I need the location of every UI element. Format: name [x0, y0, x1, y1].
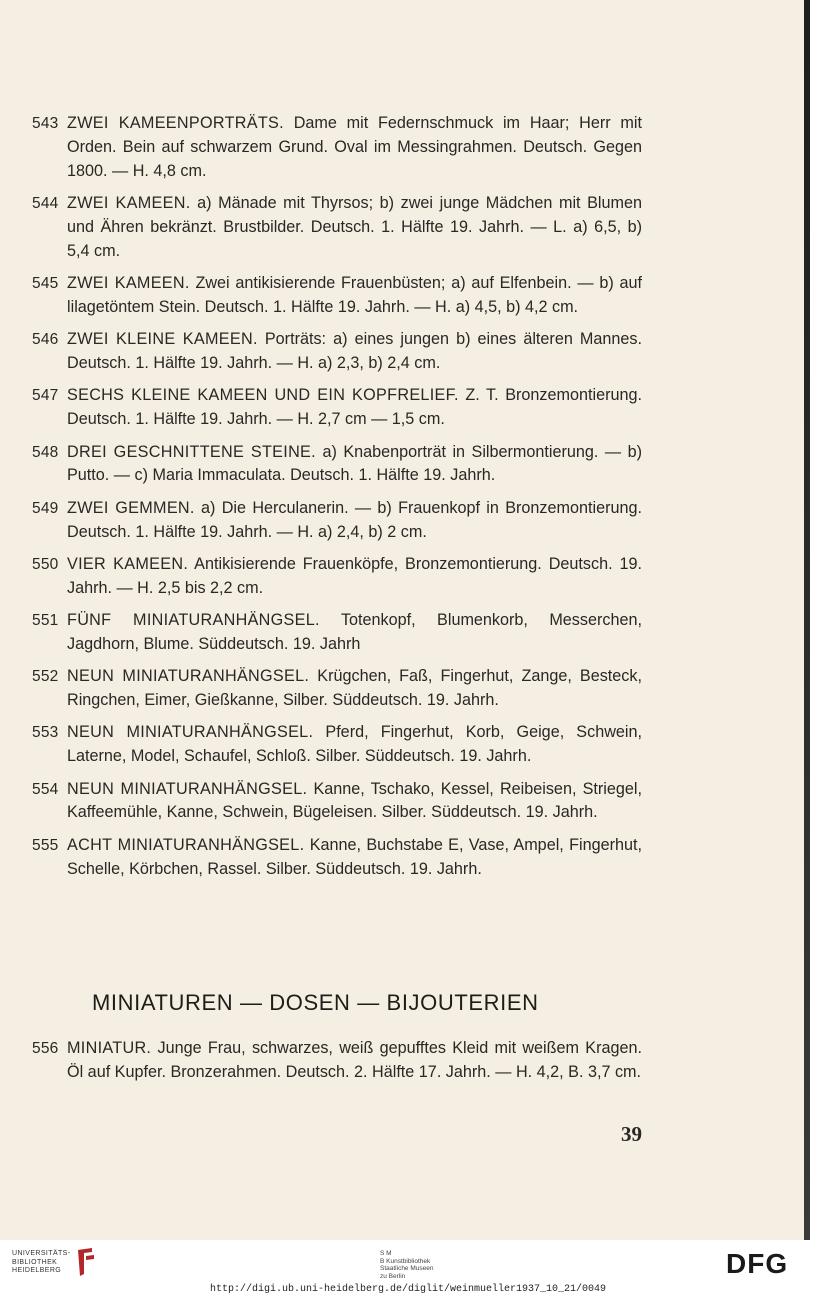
entry-title: ZWEI KAMEENPORTRÄTS.: [67, 114, 284, 132]
page-number: 39: [621, 1122, 642, 1146]
entry-text: Zwei antikisierende Frauenbüsten; a) auf Elfenbein. — b) auf lilagetöntem Stein. Deutsch. 1. Hälfte 19. Jahrh. — H. a) 4,5, b) 4,2 cm.: [67, 273, 642, 316]
logo-line: S M: [380, 1250, 392, 1257]
entry-title: ZWEI KLEINE KAMEEN.: [67, 330, 258, 349]
university-emblem-icon: [74, 1246, 98, 1278]
entry-text: Krügchen, Faß, Fingerhut, Zange, Besteck, Ringchen, Eimer, Gießkanne, Silber. Süddeutsch. 19. Jahrh.: [67, 667, 642, 710]
entry-text: Porträts: a) eines jungen b) eines älteren Mannes. Deutsch. 1. Hälfte 19. Jahrh. — H. a) 2,3, b) 2,4 cm.: [67, 330, 643, 372]
catalog-entry: [32, 192, 642, 263]
catalog-entries: [32, 112, 642, 890]
entry-title: VIER KAMEEN.: [67, 554, 189, 573]
entry-text: a) Knabenporträt in Silbermontierung. — b) Putto. — c) Maria Immaculata. Deutsch. 1. Hälfte 19. Jahrh.: [67, 442, 642, 485]
entry-title: DREI GESCHNITTENE STEINE.: [67, 442, 316, 461]
catalog-entry: [32, 665, 642, 713]
logo-line: HEIDELBERG: [12, 1267, 62, 1275]
entry-text: Junge Frau, schwarzes, weiß gepufftes Kleid mit weißem Kragen. Öl auf Kupfer. Bronzerahmen. Deutsch. 2. Hälfte 17. Jahrh. — H. 4,2, B. 3,7 cm.: [67, 1039, 642, 1081]
catalog-entry: [32, 609, 642, 657]
entry-text: a) Die Herculanerin. — b) Frauenkopf in Bronzemontierung. Deutsch. 1. Hälfte 19. Jahrh. — H. a) 2,4, b) 2 cm.: [67, 498, 642, 541]
catalog-entry: [32, 272, 642, 320]
logo-line: zu Berlin: [380, 1272, 406, 1280]
logo-line: B Kunstbibliothek: [380, 1257, 431, 1265]
catalog-entry: [32, 721, 642, 769]
entry-text: Z. T. Bronzemontierung. Deutsch. 1. Hälfte 19. Jahrh. — H. 2,7 cm — 1,5 cm.: [67, 386, 642, 429]
dfg-logo[interactable]: DFG: [726, 1248, 789, 1279]
entry-title: SECHS KLEINE KAMEEN UND EIN KOPFRELIEF.: [67, 386, 459, 405]
entry-title: FÜNF MINIATURANHÄNGSEL.: [67, 611, 320, 630]
catalog-entries-after-heading: [32, 1037, 642, 1093]
logo-line: Staatliche Museen: [380, 1265, 434, 1272]
entry-number: 546: [32, 331, 59, 349]
kunstbibliothek-logo[interactable]: [380, 1250, 500, 1280]
entry-number: 555: [32, 836, 59, 854]
entry-text: Kanne, Tschako, Kessel, Reibeisen, Striegel, Kaffeemühle, Kanne, Schwein, Bügeleisen. Silber. Süddeutsch. 19. Jahrh.: [67, 779, 642, 822]
entry-text: Pferd, Fingerhut, Korb, Geige, Schwein, Laterne, Model, Schaufel, Schloß. Silber. Süddeutsch. 19. Jahrh.: [67, 723, 642, 766]
entry-text: Antikisierende Frauenköpfe, Bronzemontierung. Deutsch. 19. Jahrh. — H. 2,5 bis 2,2 cm.: [67, 554, 642, 597]
logo-line: BIBLIOTHEK: [12, 1258, 58, 1266]
entry-number: 543: [32, 115, 59, 132]
entry-number: 544: [32, 194, 59, 212]
entry-title: NEUN MINIATURANHÄNGSEL.: [67, 723, 314, 742]
logo-line: UNIVERSITÄTS-: [12, 1250, 71, 1257]
section-heading: MINIATUREN — DOSEN — BIJOUTERIEN: [92, 990, 539, 1015]
catalog-entry: [32, 778, 642, 826]
entry-title: ACHT MINIATURANHÄNGSEL.: [67, 835, 305, 854]
entry-number: 556: [32, 1040, 59, 1057]
entry-text: Dame mit Federnschmuck im Haar; Herr mit Orden. Bein auf schwarzem Grund. Oval im Messingrahmen. Deutsch. Gegen 1800. — H. 4,8 cm.: [67, 114, 642, 180]
entry-number: 550: [32, 555, 59, 573]
entry-number: 548: [32, 443, 59, 461]
entry-title: ZWEI GEMMEN.: [67, 498, 195, 517]
permalink-url[interactable]: http://digi.ub.uni-heidelberg.de/diglit/weinmueller1937_10_21/0049: [209, 1284, 607, 1295]
entry-title: ZWEI KAMEEN.: [67, 193, 191, 212]
entry-number: 551: [32, 612, 59, 630]
catalog-entry: [32, 112, 642, 183]
entry-title: NEUN MINIATURANHÄNGSEL.: [67, 779, 308, 798]
entry-number: 552: [32, 668, 59, 686]
catalog-entry: [32, 497, 642, 545]
entry-number: 553: [32, 724, 59, 742]
entry-title: MINIATUR.: [67, 1039, 152, 1057]
entry-title: ZWEI KAMEEN.: [67, 273, 190, 292]
entry-text: Totenkopf, Blumenkorb, Messerchen, Jagdhorn, Blume. Süddeutsch. 19. Jahrh: [67, 611, 642, 653]
entry-title: NEUN MINIATURANHÄNGSEL.: [67, 667, 310, 686]
catalog-entry: [32, 834, 642, 882]
entry-number: 547: [32, 387, 59, 405]
catalog-entry: [32, 553, 642, 601]
catalog-entry: [32, 384, 642, 432]
catalog-entry: [32, 441, 642, 489]
entry-text: a) Mänade mit Thyrsos; b) zwei junge Mädchen mit Blumen und Ähren bekränzt. Brustbilder. Deutsch. 1. Hälfte 19. Jahrh. — L. a) 6,5, b) 5,4 cm.: [67, 193, 643, 260]
catalog-entry: [32, 328, 642, 376]
entry-number: 554: [32, 780, 59, 798]
viewer-footer: [0, 1240, 816, 1297]
catalog-entry: [32, 1037, 642, 1085]
entry-number: 549: [32, 499, 59, 517]
entry-text: Kanne, Buchstabe E, Vase, Ampel, Fingerhut, Schelle, Körbchen, Rassel. Silber. Süddeutsch. 19. Jahrh.: [67, 835, 642, 878]
entry-number: 545: [32, 274, 59, 292]
